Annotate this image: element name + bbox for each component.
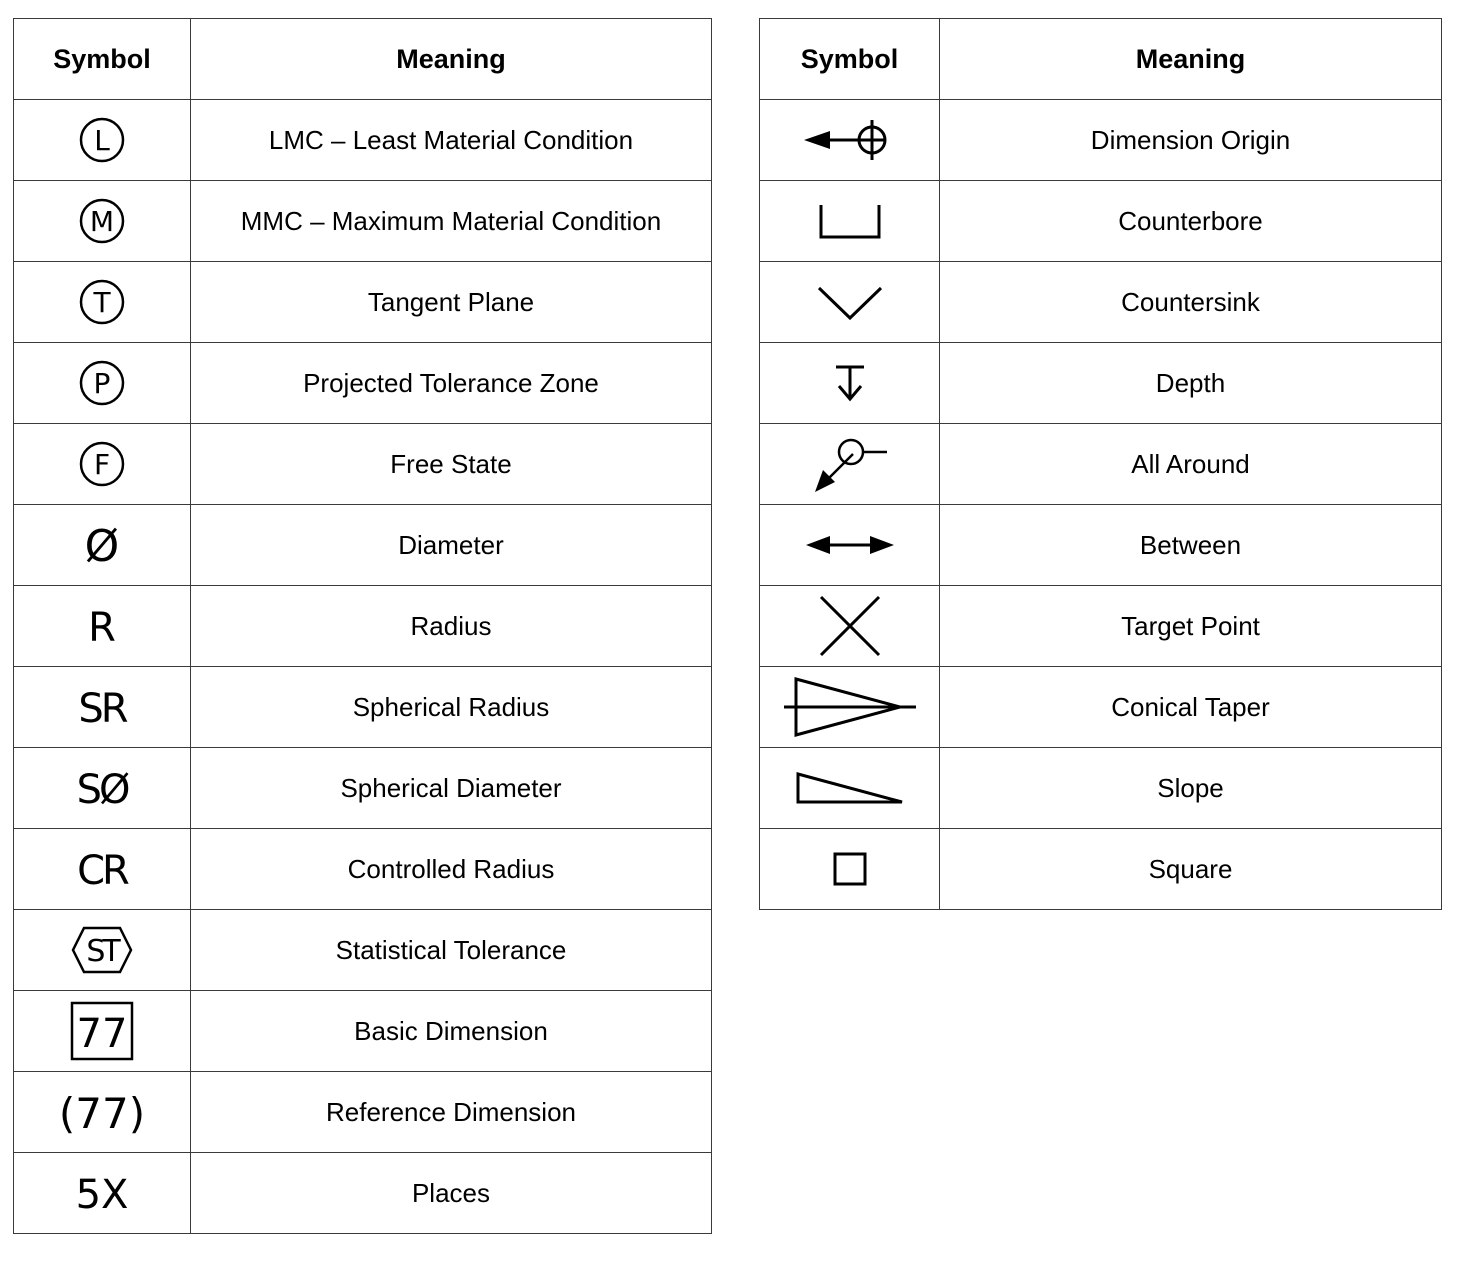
table-row (760, 667, 1442, 748)
table-row (14, 829, 712, 910)
spherical-radius-icon (62, 679, 142, 735)
meaning-cell: Depth (940, 343, 1442, 424)
left-symbol-table (13, 18, 712, 1234)
symbol-cell (760, 667, 940, 748)
svg-text:Ø: Ø (84, 521, 120, 572)
symbol-cell (760, 748, 940, 829)
symbol-cell (760, 424, 940, 505)
table-row (760, 100, 1442, 181)
meaning-cell: Diameter (191, 505, 712, 586)
table-row (14, 424, 712, 505)
tangent-plane-circled-t-icon (78, 278, 126, 326)
meaning-cell: Spherical Radius (191, 667, 712, 748)
svg-text:F: F (93, 448, 111, 481)
symbol-cell (14, 910, 191, 991)
table-row (14, 343, 712, 424)
table-row (14, 910, 712, 991)
meaning-cell: Square (940, 829, 1442, 910)
table-row (760, 343, 1442, 424)
symbol-cell (760, 181, 940, 262)
symbol-cell (760, 262, 940, 343)
dimension-origin-icon (800, 115, 900, 165)
table-row (14, 1072, 712, 1153)
symbol-cell (760, 100, 940, 181)
meaning-cell: Free State (191, 424, 712, 505)
symbol-cell (14, 586, 191, 667)
meaning-cell: Counterbore (940, 181, 1442, 262)
meaning-cell: Basic Dimension (191, 991, 712, 1072)
symbol-cell (14, 829, 191, 910)
table-row (14, 100, 712, 181)
table-row (760, 424, 1442, 505)
places-icon (62, 1165, 142, 1221)
lmc-circled-l-icon (78, 116, 126, 164)
all-around-icon (805, 432, 895, 496)
slope-icon (794, 768, 906, 808)
countersink-icon (815, 280, 885, 324)
table-row (760, 748, 1442, 829)
table-header-row (14, 19, 712, 100)
diameter-icon (72, 517, 132, 573)
svg-text:77: 77 (76, 1011, 128, 1057)
meaning-cell: Statistical Tolerance (191, 910, 712, 991)
target-point-x-icon (815, 593, 885, 659)
symbol-cell (14, 181, 191, 262)
table-row (760, 829, 1442, 910)
svg-text:M: M (89, 205, 115, 238)
table-header-row (760, 19, 1442, 100)
depth-icon (830, 361, 870, 405)
square-icon (830, 849, 870, 889)
symbol-cell (14, 505, 191, 586)
meaning-cell: Radius (191, 586, 712, 667)
table-row (14, 181, 712, 262)
table-row (14, 991, 712, 1072)
meaning-cell: Controlled Radius (191, 829, 712, 910)
conical-taper-icon (782, 675, 918, 739)
meaning-cell: Projected Tolerance Zone (191, 343, 712, 424)
symbol-cell (14, 667, 191, 748)
symbol-cell (760, 829, 940, 910)
table-row (760, 181, 1442, 262)
svg-text:P: P (93, 367, 111, 400)
between-arrow-icon (800, 525, 900, 565)
symbol-cell (14, 991, 191, 1072)
meaning-column-header: Meaning (940, 19, 1442, 100)
svg-text:R: R (88, 605, 116, 651)
table-row (14, 505, 712, 586)
symbol-cell (14, 262, 191, 343)
table-row (760, 262, 1442, 343)
symbol-cell (760, 343, 940, 424)
meaning-cell: Places (191, 1153, 712, 1234)
meaning-cell: All Around (940, 424, 1442, 505)
svg-text:5X: 5X (75, 1172, 129, 1218)
meaning-cell: Between (940, 505, 1442, 586)
controlled-radius-icon (62, 841, 142, 897)
symbol-cell (760, 505, 940, 586)
meaning-cell: Tangent Plane (191, 262, 712, 343)
radius-icon (72, 598, 132, 654)
free-state-circled-f-icon (78, 440, 126, 488)
table-row (14, 667, 712, 748)
meaning-cell: Slope (940, 748, 1442, 829)
spherical-diameter-icon (62, 760, 142, 816)
symbol-cell (14, 748, 191, 829)
symbol-cell (14, 1072, 191, 1153)
counterbore-icon (815, 199, 885, 243)
table-row (14, 1153, 712, 1234)
table-row (760, 505, 1442, 586)
svg-text:ST: ST (86, 934, 118, 969)
table-row (14, 748, 712, 829)
meaning-cell: MMC – Maximum Material Condition (191, 181, 712, 262)
svg-text:L: L (94, 124, 110, 157)
table-row (760, 586, 1442, 667)
meaning-column-header: Meaning (191, 19, 712, 100)
projected-tolerance-circled-p-icon (78, 359, 126, 407)
meaning-cell: Dimension Origin (940, 100, 1442, 181)
svg-text:T: T (93, 286, 111, 319)
table-row (14, 262, 712, 343)
table-row (14, 586, 712, 667)
reference-dimension-icon (57, 1082, 147, 1142)
symbol-cell (14, 1153, 191, 1234)
right-symbol-table (759, 18, 1442, 910)
meaning-cell: LMC – Least Material Condition (191, 100, 712, 181)
meaning-cell: Reference Dimension (191, 1072, 712, 1153)
svg-text:SØ: SØ (76, 767, 128, 813)
meaning-cell: Conical Taper (940, 667, 1442, 748)
symbol-column-header: Symbol (14, 19, 191, 100)
svg-text:(77): (77) (58, 1089, 146, 1138)
mmc-circled-m-icon (78, 197, 126, 245)
symbol-column-header: Symbol (760, 19, 940, 100)
meaning-cell: Spherical Diameter (191, 748, 712, 829)
symbol-cell (14, 424, 191, 505)
symbol-cell (760, 586, 940, 667)
basic-dimension-box-icon (70, 1001, 134, 1061)
meaning-cell: Target Point (940, 586, 1442, 667)
meaning-cell: Countersink (940, 262, 1442, 343)
symbol-cell (14, 343, 191, 424)
svg-text:SR: SR (78, 686, 126, 732)
svg-text:CR: CR (77, 848, 127, 894)
statistical-tolerance-hexagon-icon (70, 924, 134, 976)
symbol-cell (14, 100, 191, 181)
